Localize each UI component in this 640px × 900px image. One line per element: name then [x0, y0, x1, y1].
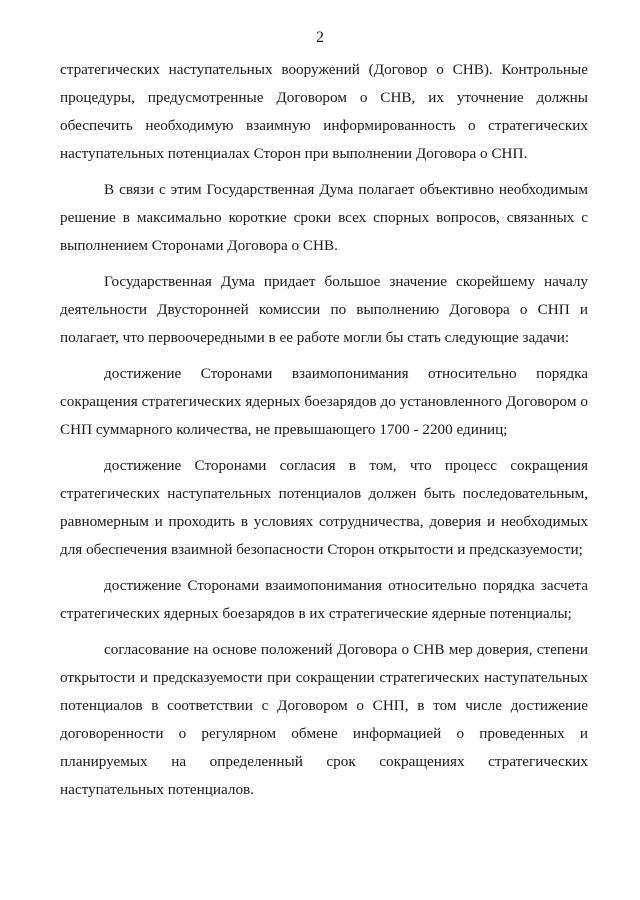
- paragraph-continuation: стратегических наступательных вооружений (Договор о СНВ). Контрольные процедуры, предусмотренные Договором о СНВ, их уточнение должны обеспечить необходимую взаимную информированность о стратегических наступательных потенциалах Сторон при выполнении Договора о СНП.: [60, 61, 588, 162]
- paragraph-task-item: согласование на основе положений Договора о СНВ мер доверия, степени открытости и предсказуемости при сокращении стратегических наступательных потенциалов в соответствии с Договором о СНП, в том числе достижение договоренности о регулярном обмене информацией о проведенных и планируемых на определенный срок сокращениях стратегических наступательных потенциалов.: [60, 641, 588, 798]
- paragraph-task-item: достижение Сторонами взаимопонимания относительно порядка засчета стратегических ядерных боезарядов в их стратегические ядерные потенциалы;: [60, 577, 588, 622]
- paragraph-task-item: достижение Сторонами взаимопонимания относительно порядка сокращения стратегических ядерных боезарядов до установленного Договором о СНП суммарного количества, не превышающего 1700 - 2200 единиц;: [60, 365, 588, 438]
- paragraph: В связи с этим Государственная Дума полагает объективно необходимым решение в максимально короткие сроки всех спорных вопросов, связанных с выполнением Сторонами Договора о СНВ.: [60, 181, 588, 254]
- paragraph: Государственная Дума придает большое значение скорейшему началу деятельности Двусторонней комиссии по выполнению Договора о СНП и полагает, что первоочередными в ее работе могли бы стать следующие задачи:: [60, 273, 588, 346]
- page-number: 2: [316, 29, 324, 46]
- paragraph-task-item: достижение Сторонами согласия в том, что процесс сокращения стратегических наступательных потенциалов должен быть последовательным, равномерным и проходить в условиях сотрудничества, доверия и необходимых для обеспечения взаимной безопасности Сторон открытости и предсказуемости;: [60, 457, 588, 558]
- document-body: [60, 56, 588, 804]
